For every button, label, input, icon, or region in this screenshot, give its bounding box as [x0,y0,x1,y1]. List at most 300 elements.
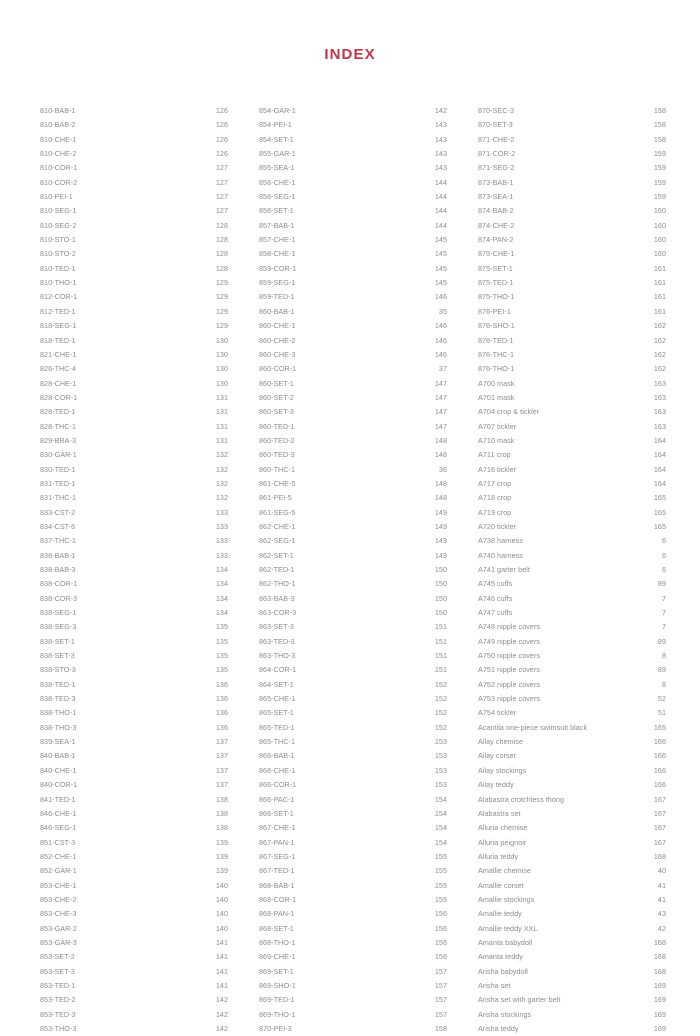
index-entry[interactable] [259,606,447,620]
index-entry-label: 853-CHE-1 [40,880,77,890]
index-entry[interactable] [40,993,228,1007]
index-entry[interactable] [478,506,666,520]
index-entry[interactable] [478,219,666,233]
index-entry[interactable] [40,620,228,634]
index-entry-page-number: 140 [215,909,228,919]
index-entry[interactable] [478,563,666,577]
index-entry-page-number: 130 [215,349,228,359]
index-entry-page-number: 149 [434,521,447,531]
index-entry[interactable] [478,405,666,419]
index-entry[interactable] [259,147,447,161]
index-entry-page-number: 161 [653,263,666,273]
index-entry-page-number: 150 [434,579,447,589]
index-entry[interactable] [40,477,228,491]
index-entry-label: A718 crop [478,493,512,503]
index-entry[interactable] [40,879,228,893]
index-entry[interactable] [478,649,666,663]
index-entry[interactable] [478,362,666,376]
index-entry-page-number: 133 [215,536,228,546]
index-entry[interactable] [478,133,666,147]
index-entry-label: 876-THO-1 [478,364,515,374]
index-entry-label: A711 crop [478,450,511,460]
index-entry[interactable] [40,735,228,749]
index-entry[interactable] [40,463,228,477]
index-entry[interactable] [40,147,228,161]
index-entry-label: Arisha set [478,980,511,990]
index-entry-label: A717 crop [478,478,512,488]
index-entry[interactable] [478,1008,666,1022]
index-entry-page-number: 169 [653,1024,666,1033]
index-entry[interactable] [478,807,666,821]
index-entry-page-number: 166 [653,751,666,761]
index-entry[interactable] [478,922,666,936]
index-entry[interactable] [478,305,666,319]
index-entry[interactable] [259,506,447,520]
index-entry[interactable] [478,592,666,606]
index-entry[interactable] [40,334,228,348]
index-entry-label: 867-TED-1 [259,866,295,876]
index-entry-label: 854-SET-1 [259,134,294,144]
index-entry[interactable] [40,305,228,319]
index-entry-label: 838-SEG-1 [40,608,77,618]
index-entry[interactable] [478,477,666,491]
index-entry[interactable] [259,649,447,663]
index-entry-label: 865-THC-1 [259,737,295,747]
index-entry[interactable] [40,864,228,878]
index-entry[interactable] [259,247,447,261]
index-entry[interactable] [259,549,447,563]
index-entry[interactable] [40,448,228,462]
index-entry[interactable] [40,979,228,993]
index-entry[interactable] [40,520,228,534]
index-entry[interactable] [478,247,666,261]
index-entry[interactable] [478,936,666,950]
index-entry-label: A738 harness [478,536,523,546]
index-entry-page-number: 143 [434,134,447,144]
index-entry[interactable] [478,276,666,290]
index-entry[interactable] [259,936,447,950]
index-entry[interactable] [40,778,228,792]
index-entry[interactable] [478,692,666,706]
index-entry[interactable] [259,491,447,505]
index-entry[interactable] [478,764,666,778]
index-entry-page-number: 133 [215,507,228,517]
index-entry[interactable] [259,735,447,749]
index-entry[interactable] [478,950,666,964]
index-entry[interactable] [40,649,228,663]
index-entry-page-number: 140 [215,894,228,904]
index-entry[interactable] [478,793,666,807]
index-entry-page-number: 142 [215,1024,228,1033]
index-entry[interactable] [40,290,228,304]
index-entry[interactable] [259,133,447,147]
index-entry-label: 810-THO-1 [40,278,77,288]
index-entry[interactable] [40,377,228,391]
index-entry-page-number: 162 [653,349,666,359]
index-entry[interactable] [478,420,666,434]
index-entry[interactable] [478,190,666,204]
index-entry-label: 810-SEG-1 [40,206,77,216]
index-entry-label: 840-CHE-1 [40,765,77,775]
index-entry[interactable] [259,161,447,175]
index-entry-page-number: 158 [653,106,666,115]
index-entry-page-number: 145 [434,263,447,273]
index-entry[interactable] [40,549,228,563]
index-entry-page-number: 167 [653,808,666,818]
index-entry[interactable] [40,922,228,936]
index-entry[interactable] [259,477,447,491]
index-entry[interactable] [259,391,447,405]
index-entry[interactable] [259,262,447,276]
index-entry[interactable] [259,563,447,577]
index-entry[interactable] [40,635,228,649]
index-entry[interactable] [40,907,228,921]
index-entry[interactable] [259,319,447,333]
index-entry[interactable] [40,276,228,290]
index-entry-label: 846-CHE-1 [40,808,77,818]
index-entry-label: 840-BAB-1 [40,751,76,761]
index-entry[interactable] [40,319,228,333]
index-entry-label: 863-BAB-3 [259,593,295,603]
index-entry[interactable] [478,778,666,792]
index-entry-label: 828-COR-1 [40,392,78,402]
index-entry-label: 862-SET-1 [259,550,294,560]
index-entry[interactable] [478,606,666,620]
index-entry-page-number: 146 [434,335,447,345]
index-entry[interactable] [40,606,228,620]
index-entry[interactable] [478,663,666,677]
index-entry-page-number: 153 [434,780,447,790]
index-entry-label: 837-THC-1 [40,536,76,546]
index-entry[interactable] [259,950,447,964]
index-entry[interactable] [478,348,666,362]
index-entry[interactable] [40,405,228,419]
index-entry[interactable] [259,993,447,1007]
index-entry-label: 828-CHE-1 [40,378,77,388]
index-entry[interactable] [478,334,666,348]
index-entry[interactable] [259,663,447,677]
index-entry[interactable] [259,692,447,706]
index-entry[interactable] [259,276,447,290]
index-entry-page-number: 161 [653,306,666,316]
index-entry[interactable] [478,463,666,477]
index-entry-label: A700 mask [478,378,515,388]
index-entry[interactable] [40,1022,228,1036]
index-entry-page-number: 167 [653,837,666,847]
index-entry[interactable] [40,706,228,720]
index-entry-label: 862-CHE-1 [259,521,296,531]
index-entry-page-number: 149 [434,507,447,517]
index-entry[interactable] [40,104,228,118]
index-entry-label: 860-TED-3 [259,450,295,460]
index-entry-page-number: 35 [438,306,447,316]
index-entry[interactable] [478,104,666,118]
index-entry[interactable] [478,907,666,921]
index-entry-page-number: 157 [434,980,447,990]
index-entry[interactable] [40,563,228,577]
index-entry-page-number: 131 [215,421,228,431]
index-entry[interactable] [478,620,666,634]
index-entry-label: 855-SEA-1 [259,163,295,173]
index-entry[interactable] [40,420,228,434]
index-entry[interactable] [259,362,447,376]
index-entry-page-number: 129 [215,278,228,288]
index-entry-label: Ailay corset [478,751,516,761]
index-entry-label: Amallie corset [478,880,524,890]
index-entry[interactable] [478,979,666,993]
index-entry[interactable] [40,204,228,218]
index-entry[interactable] [40,491,228,505]
index-entry[interactable] [40,247,228,261]
index-entry[interactable] [478,821,666,835]
index-entry[interactable] [478,721,666,735]
index-entry[interactable] [259,592,447,606]
index-entry[interactable] [40,893,228,907]
index-entry[interactable] [259,104,447,118]
index-entry[interactable] [259,778,447,792]
index-entry[interactable] [478,836,666,850]
index-entry-page-number: 136 [215,722,228,732]
index-entry[interactable] [259,979,447,993]
index-entry-label: Ailay stockings [478,765,527,775]
index-entry[interactable] [478,678,666,692]
index-entry[interactable] [40,233,228,247]
index-entry-page-number: 136 [215,679,228,689]
index-entry-label: 864-COR-1 [259,665,297,675]
index-entry-label: 812-COR-1 [40,292,78,302]
index-entry[interactable] [259,821,447,835]
index-entry-label: 862-SEG-1 [259,536,296,546]
index-entry-label: 810-BAB-1 [40,106,76,115]
index-entry[interactable] [478,233,666,247]
index-entry[interactable] [478,520,666,534]
index-entry[interactable] [40,391,228,405]
index-entry[interactable] [259,620,447,634]
column-1 [40,104,228,1036]
index-entry-label: 861-CHE-5 [259,478,296,488]
index-entry-page-number: 7 [661,622,666,632]
index-entry-page-number: 161 [653,278,666,288]
index-entry-page-number: 7 [661,608,666,618]
index-entry[interactable] [40,577,228,591]
index-entry[interactable] [478,534,666,548]
index-entry[interactable] [40,1008,228,1022]
index-entry[interactable] [259,1008,447,1022]
index-entry[interactable] [259,706,447,720]
index-entry[interactable] [478,893,666,907]
index-entry[interactable] [40,161,228,175]
index-entry[interactable] [259,377,447,391]
index-entry[interactable] [40,836,228,850]
index-entry[interactable] [40,749,228,763]
index-entry-page-number: 6 [661,536,666,546]
index-entry-page-number: 134 [215,579,228,589]
index-entry-label: 838-THO-1 [40,708,77,718]
index-entry[interactable] [478,706,666,720]
index-entry[interactable] [259,907,447,921]
index-entry[interactable] [259,305,447,319]
index-entry[interactable] [40,793,228,807]
index-entry-page-number: 137 [215,751,228,761]
index-entry-page-number: 162 [653,335,666,345]
index-entry[interactable] [40,965,228,979]
index-entry[interactable] [259,290,447,304]
index-entry[interactable] [259,520,447,534]
index-entry[interactable] [259,764,447,778]
index-entry-page-number: 145 [434,249,447,259]
index-entry[interactable] [259,448,447,462]
index-entry[interactable] [40,807,228,821]
index-entry-label: 869-THO-1 [259,1009,296,1019]
index-entry[interactable] [259,965,447,979]
index-entry-page-number: 134 [215,565,228,574]
index-entry[interactable] [259,534,447,548]
index-entry-label: 871-SEG-2 [478,163,515,173]
index-entry-page-number: 128 [215,220,228,230]
index-entry[interactable] [40,821,228,835]
index-entry[interactable] [259,204,447,218]
index-entry-page-number: 126 [215,149,228,159]
index-entry-page-number: 155 [434,851,447,861]
index-entry[interactable] [478,993,666,1007]
index-entry[interactable] [478,118,666,132]
index-entry-label: 838-SEG-3 [40,622,77,632]
index-entry[interactable] [259,577,447,591]
index-entry[interactable] [478,577,666,591]
index-entry[interactable] [478,448,666,462]
index-entry-label: 869-CHE-1 [259,952,296,962]
index-entry[interactable] [259,463,447,477]
index-entry[interactable] [478,290,666,304]
index-entry[interactable] [259,176,447,190]
index-entry[interactable] [40,936,228,950]
index-entry-label: 810-CHE-1 [40,134,77,144]
index-entry[interactable] [40,133,228,147]
index-entry[interactable] [478,549,666,563]
index-entry[interactable] [40,348,228,362]
index-entry-page-number: 139 [215,866,228,876]
index-entry[interactable] [478,1022,666,1036]
index-entry-page-number: 166 [653,737,666,747]
index-entry[interactable] [478,735,666,749]
index-entry-label: 865-SET-1 [259,708,294,718]
index-entry[interactable] [259,190,447,204]
index-entry[interactable] [40,592,228,606]
index-entry-label: 838-SET-3 [40,651,75,661]
index-entry[interactable] [40,692,228,706]
index-entry-page-number: 139 [215,851,228,861]
index-entry[interactable] [259,219,447,233]
index-entry[interactable] [40,678,228,692]
index-entry[interactable] [478,204,666,218]
index-entry[interactable] [478,147,666,161]
index-entry-label: 876-TED-1 [478,335,514,345]
index-entry[interactable] [478,262,666,276]
index-entry-label: 810-PEI-1 [40,192,73,202]
index-entry-label: Arisha teddy [478,1024,519,1033]
index-entry[interactable] [478,850,666,864]
index-entry[interactable] [259,864,447,878]
index-entry[interactable] [478,176,666,190]
index-entry-label: Amallie stockings [478,894,535,904]
index-entry[interactable] [40,663,228,677]
index-entry-label: 864-SET-1 [259,679,294,689]
index-entry-label: 868-COR-1 [259,894,297,904]
index-entry[interactable] [40,118,228,132]
index-entry-page-number: 159 [653,149,666,159]
index-entry[interactable] [259,348,447,362]
index-entry[interactable] [40,362,228,376]
index-entry[interactable] [478,319,666,333]
index-entry-label: 869-SHO-1 [259,980,296,990]
index-entry[interactable] [259,922,447,936]
index-entry[interactable] [478,434,666,448]
index-entry[interactable] [259,850,447,864]
index-entry[interactable] [259,879,447,893]
index-entry[interactable] [40,176,228,190]
index-entry[interactable] [478,491,666,505]
index-entry[interactable] [259,420,447,434]
index-entry-page-number: 128 [215,235,228,245]
index-entry-label: 867-CHE-1 [259,823,296,833]
index-entry[interactable] [40,506,228,520]
index-entry-label: 853-TED-3 [40,1009,76,1019]
index-entry[interactable] [259,434,447,448]
index-entry[interactable] [259,793,447,807]
index-entry[interactable] [478,161,666,175]
index-entry[interactable] [478,749,666,763]
index-entry-label: 859-SEG-1 [259,278,296,288]
index-entry[interactable] [40,764,228,778]
index-entry-page-number: 155 [434,880,447,890]
index-entry-page-number: 129 [215,321,228,331]
index-entry[interactable] [259,749,447,763]
index-entry[interactable] [40,190,228,204]
index-entry[interactable] [478,635,666,649]
index-entry[interactable] [40,850,228,864]
index-entry[interactable] [478,377,666,391]
index-entry[interactable] [259,836,447,850]
index-entry[interactable] [478,864,666,878]
index-entry[interactable] [40,534,228,548]
index-entry-page-number: 160 [653,206,666,216]
index-entry[interactable] [40,721,228,735]
index-entry[interactable] [40,434,228,448]
index-entry[interactable] [40,950,228,964]
index-entry[interactable] [259,678,447,692]
index-entry[interactable] [259,334,447,348]
index-entry[interactable] [259,118,447,132]
index-entry[interactable] [259,1022,447,1036]
index-entry[interactable] [40,262,228,276]
index-entry[interactable] [478,391,666,405]
index-entry[interactable] [259,635,447,649]
index-entry[interactable] [478,965,666,979]
index-entry-label: A745 cuffs [478,579,513,589]
index-entry-label: A716 tickler [478,464,517,474]
index-entry[interactable] [40,219,228,233]
index-entry[interactable] [259,405,447,419]
index-entry[interactable] [478,879,666,893]
index-entry-label: Alabastra set [478,808,521,818]
index-entry-page-number: 156 [434,952,447,962]
index-entry-page-number: 6 [661,565,666,574]
index-entry[interactable] [259,233,447,247]
index-entry[interactable] [259,721,447,735]
index-entry-page-number: 138 [215,794,228,804]
index-entry[interactable] [259,893,447,907]
index-entry[interactable] [259,807,447,821]
